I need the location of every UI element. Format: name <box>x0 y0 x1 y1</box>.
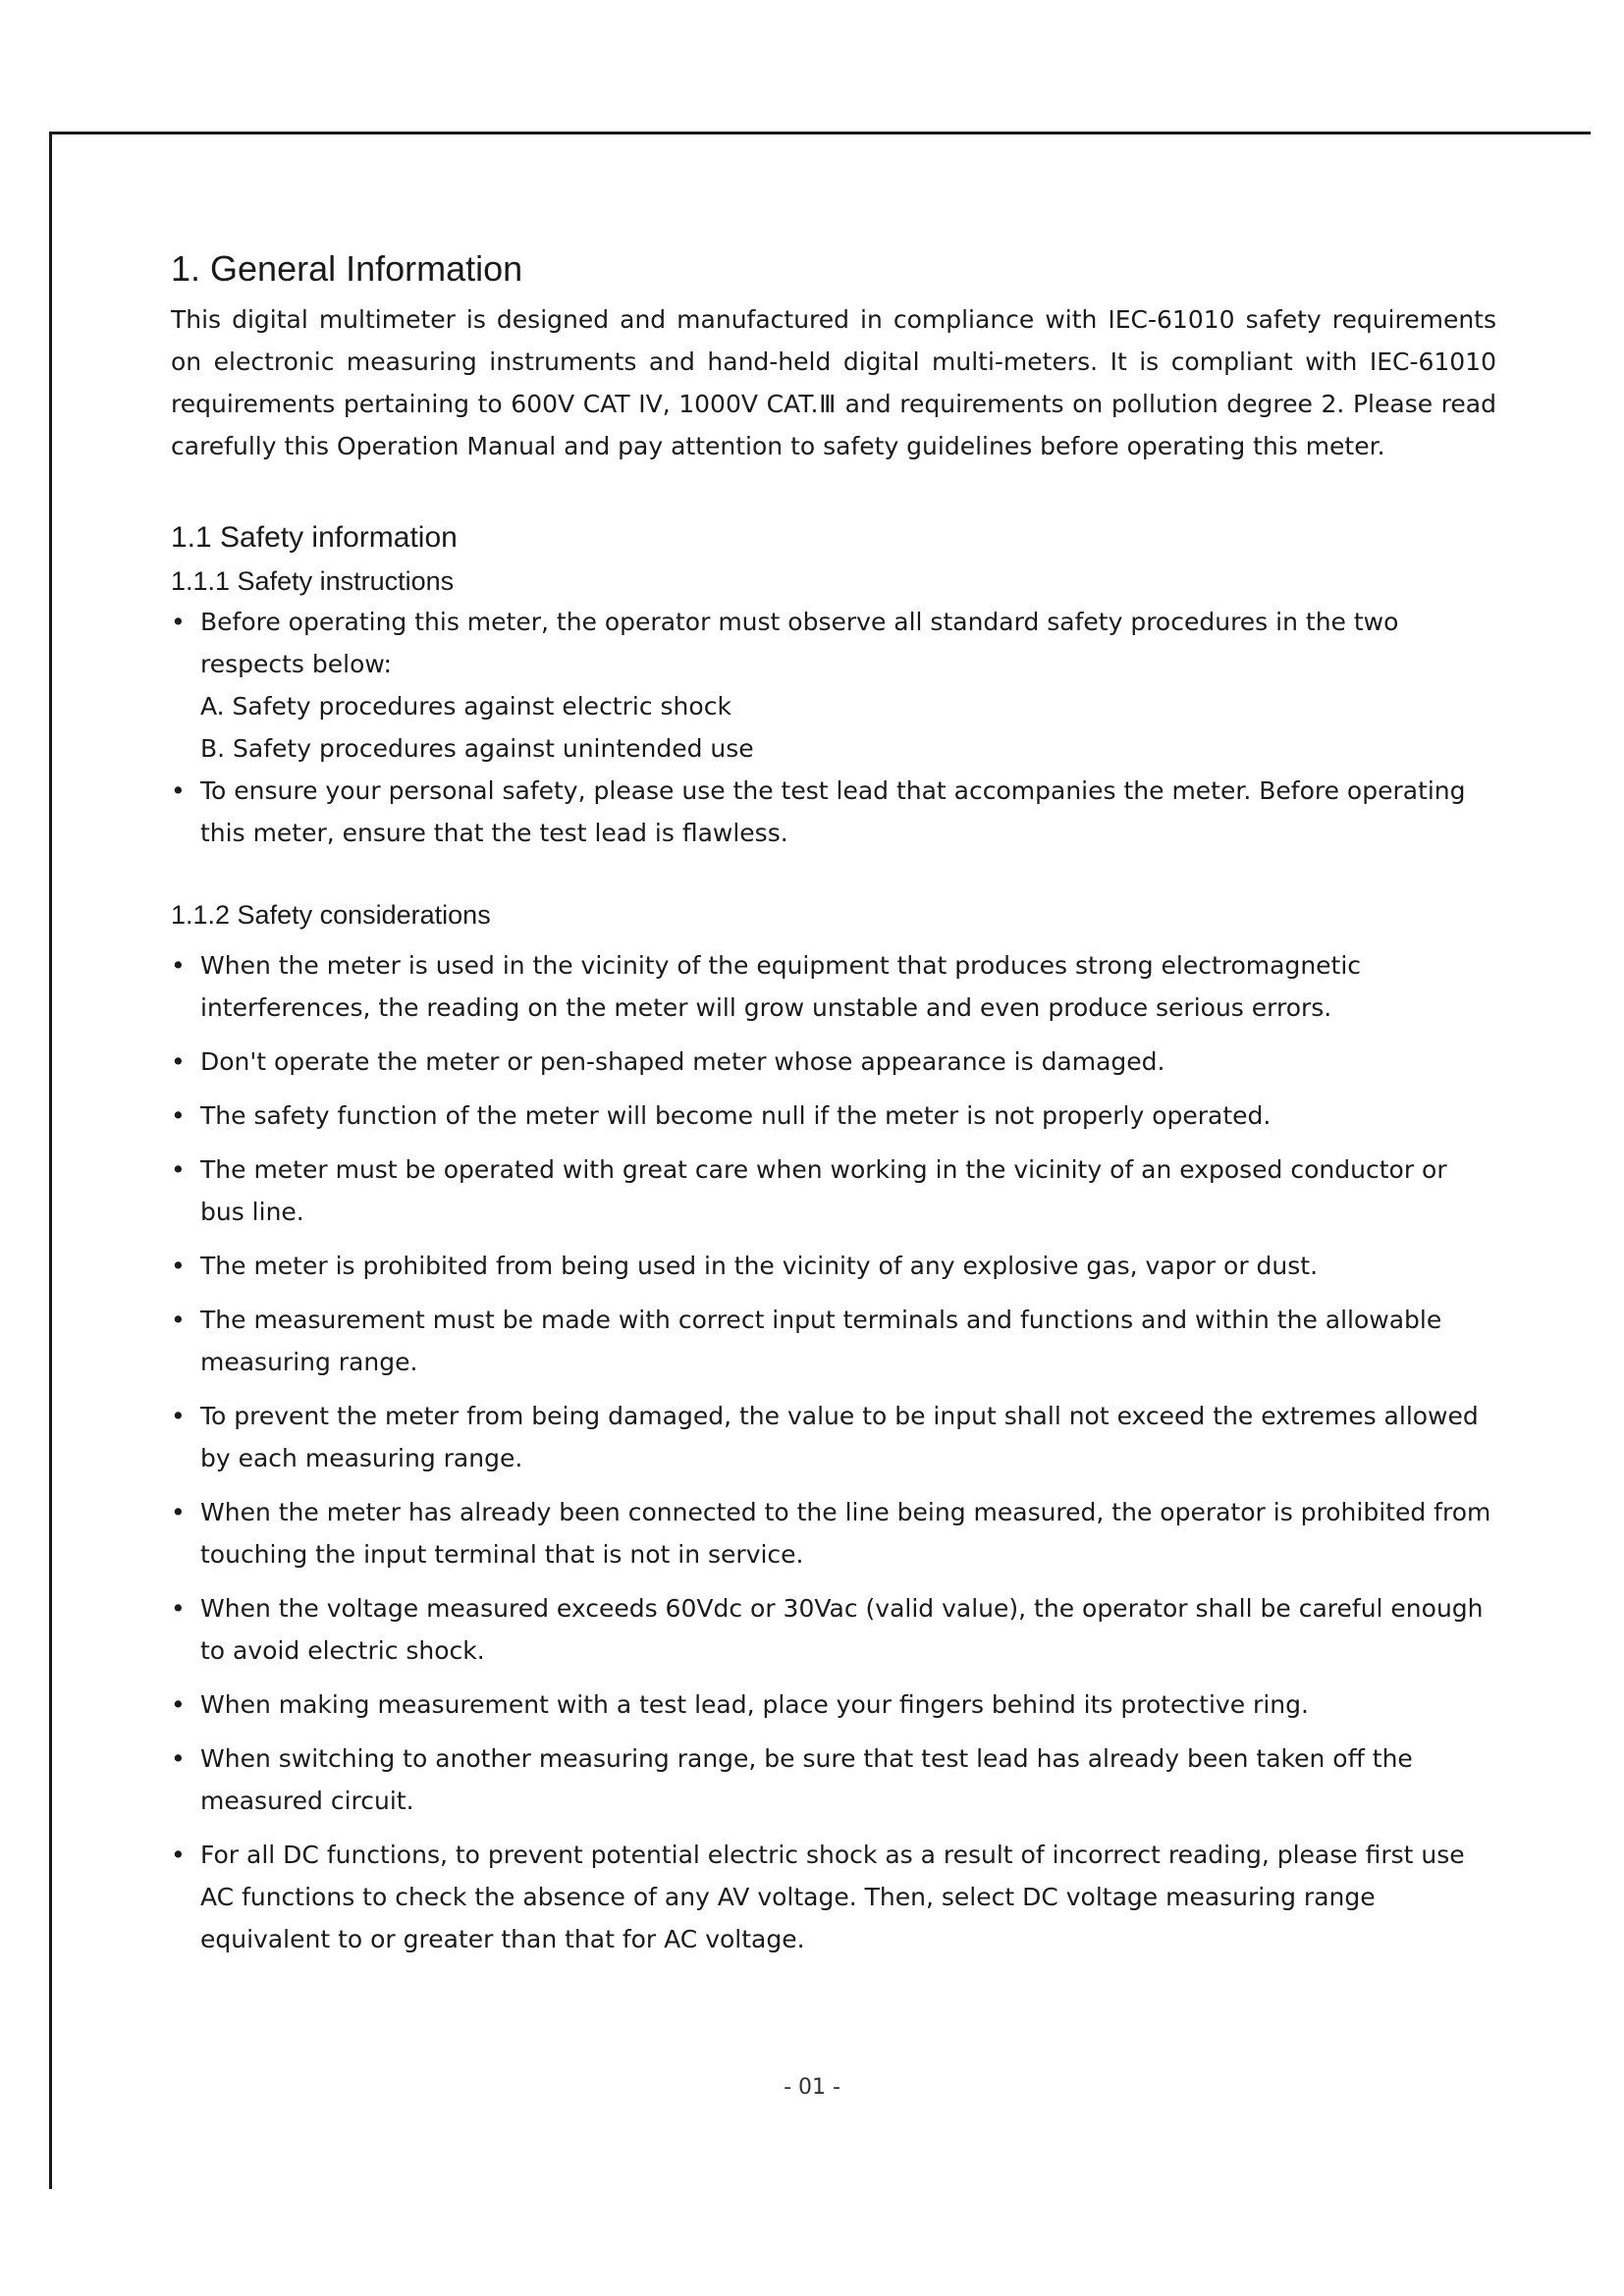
safety-instructions-list <box>171 601 1496 854</box>
instruction-text: Before operating this meter, the operator must observe all standard safety procedures in the two respects below: <box>200 608 1399 678</box>
section-intro-paragraph: This digital multimeter is designed and manufactured in compliance with IEC-61010 safety requirements on electronic measuring instruments and hand-held digital multi-meters. It is compliant with IEC-61010 requirements pertaining to 600V CAT IV, 1000V CAT.Ⅲ and requirements on pollution degree 2. Please read carefully this Operation Manual and pay attention to safety guidelines before operating this meter. <box>171 305 1496 460</box>
list-item: • When the voltage measured exceeds 60Vdc or 30Vac (valid value), the operator shall be careful enough to avoid electric shock. <box>171 1587 1496 1672</box>
list-item: • When making measurement with a test lead, place your fingers behind its protective ring. <box>171 1683 1496 1726</box>
list-item: • When the meter is used in the vicinity of the equipment that produces strong electromagnetic interferences, the reading on the meter will grow unstable and even produce serious errors. <box>171 944 1496 1029</box>
instruction-sub-item-a: A. Safety procedures against electric shock <box>200 692 731 721</box>
list-item: • The meter must be operated with great care when working in the vicinity of an exposed conductor or bus line. <box>171 1148 1496 1233</box>
safety-instructions-heading: 1.1.1 Safety instructions <box>171 566 455 596</box>
section-title: 1. General Information <box>171 248 523 289</box>
safety-considerations-list <box>171 944 1496 1960</box>
page-frame-left-border <box>49 132 52 2189</box>
list-item <box>171 601 1496 770</box>
list-item: • The meter is prohibited from being used in the vicinity of any explosive gas, vapor or dust. <box>171 1245 1496 1287</box>
list-item: • For all DC functions, to prevent potential electric shock as a result of incorrect reading, please first use AC functions to check the absence of any AV voltage. Then, select DC voltage measuring range equivalent to or greater than that for AC voltage. <box>171 1834 1496 1960</box>
list-item: • To ensure your personal safety, please use the test lead that accompanies the meter. Before operating this meter, ensure that the test lead is flawless. <box>171 770 1496 854</box>
safety-information-heading: 1.1 Safety information <box>171 521 458 554</box>
list-item: • To prevent the meter from being damaged, the value to be input shall not exceed the extremes allowed by each measuring range. <box>171 1395 1496 1479</box>
list-item: • When switching to another measuring range, be sure that test lead has already been taken off the measured circuit. <box>171 1737 1496 1822</box>
list-item: • Don't operate the meter or pen-shaped meter whose appearance is damaged. <box>171 1041 1496 1083</box>
page-number: - 01 - <box>784 2075 840 2100</box>
safety-considerations-heading: 1.1.2 Safety considerations <box>171 900 491 930</box>
list-item: • The measurement must be made with correct input terminals and functions and within the allowable measuring range. <box>171 1299 1496 1383</box>
page-frame-top-border <box>49 132 1591 134</box>
instruction-sub-item-b: B. Safety procedures against unintended use <box>200 734 754 763</box>
list-item: • The safety function of the meter will become null if the meter is not properly operated. <box>171 1095 1496 1137</box>
list-item: • When the meter has already been connected to the line being measured, the operator is prohibited from touching the input terminal that is not in service. <box>171 1491 1496 1575</box>
page-content <box>171 245 1496 1972</box>
